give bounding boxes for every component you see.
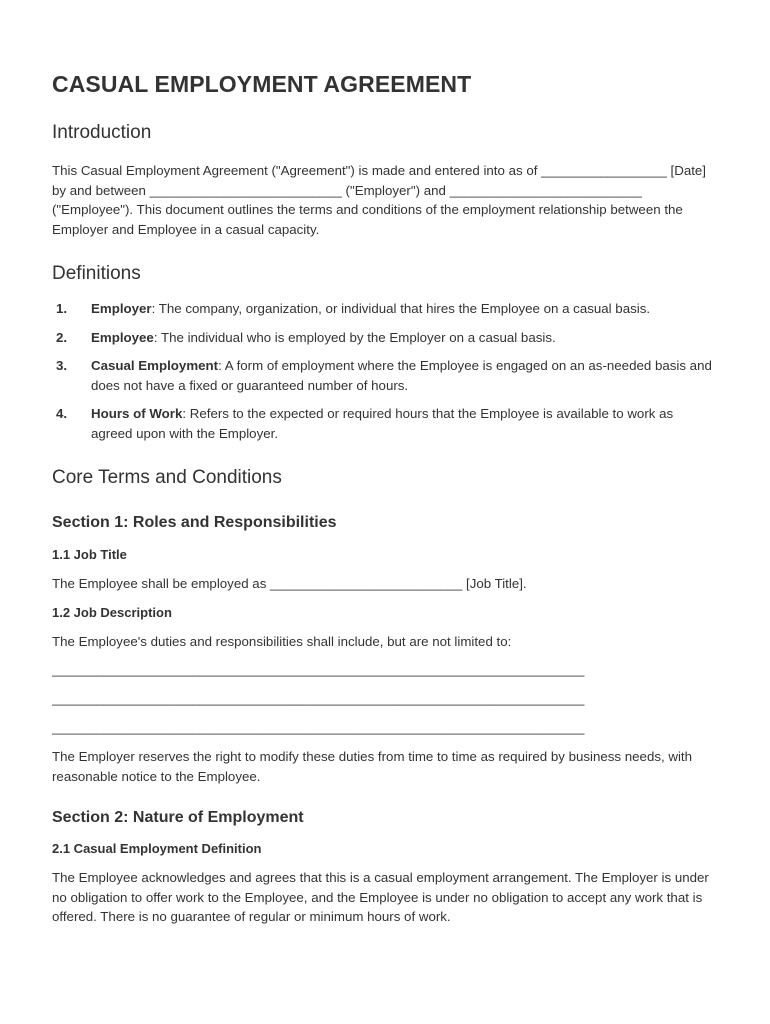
definition-text: : The company, organization, or individual that hires the Employee on a casual basis.	[151, 301, 651, 316]
introduction-text: This Casual Employment Agreement ("Agreement") is made and entered into as of _________________ [Date] by and between __________________________ ("Employer") and __________________________ ("Employee"). This document outlines the terms and conditions of the employment relationship between the Employer and Employee in a casual capacity.	[52, 163, 706, 237]
definition-number: 1.	[56, 301, 68, 316]
reserve-rights-text: The Employer reserves the right to modify these duties from time to time as required by business needs, with reasonable notice to the Employee.	[52, 749, 693, 784]
blank-line: ________________________________________________________________________	[52, 662, 585, 677]
job-title-text: The Employee shall be employed as __________________________ [Job Title].	[52, 576, 527, 591]
section-1-heading: Section 1: Roles and Responsibilities	[52, 514, 337, 531]
definition-number: 2.	[56, 329, 68, 345]
definitions-list	[52, 299, 718, 443]
casual-employment-definition-text: The Employee acknowledges and agrees that this is a casual employment arrangement. The Employer is under no obligation to offer work to the Employee, and the Employee is under no obligation to accept any work that is offered. There is no guarantee of regular or minimum hours of work.	[52, 870, 709, 924]
definition-term: Casual Employment	[91, 358, 219, 373]
definitions-heading: Definitions	[52, 263, 141, 284]
definition-term: Employee	[91, 329, 154, 345]
definition-number: 3.	[56, 358, 68, 373]
introduction-heading: Introduction	[52, 122, 152, 143]
definition-item	[52, 404, 718, 443]
core-terms-heading: Core Terms and Conditions	[52, 467, 282, 488]
document-title: CASUAL EMPLOYMENT AGREEMENT	[52, 71, 472, 97]
definition-item	[52, 356, 718, 395]
definition-text: : Refers to the expected or required hours that the Employee is available to work as agreed upon with the Employer.	[91, 406, 674, 441]
blank-line: ________________________________________________________________________	[52, 691, 585, 706]
job-description-text: The Employee's duties and responsibilities shall include, but are not limited to:	[52, 633, 512, 649]
definition-item	[52, 299, 718, 319]
section-2-heading: Section 2: Nature of Employment	[52, 809, 304, 826]
definition-item	[52, 328, 718, 348]
blank-line: ________________________________________________________________________	[52, 720, 585, 735]
job-description-heading: 1.2 Job Description	[52, 604, 172, 620]
job-title-heading: 1.1 Job Title	[52, 547, 127, 562]
definition-text: : The individual who is employed by the Employer on a casual basis.	[153, 329, 556, 345]
definition-term: Employer	[91, 301, 152, 316]
definition-text: : A form of employment where the Employee is engaged on an as-needed basis and does not have a fixed or guaranteed number of hours.	[91, 358, 712, 393]
definition-term: Hours of Work	[91, 406, 183, 421]
casual-employment-definition-heading: 2.1 Casual Employment Definition	[52, 841, 262, 856]
definition-number: 4.	[56, 406, 68, 421]
